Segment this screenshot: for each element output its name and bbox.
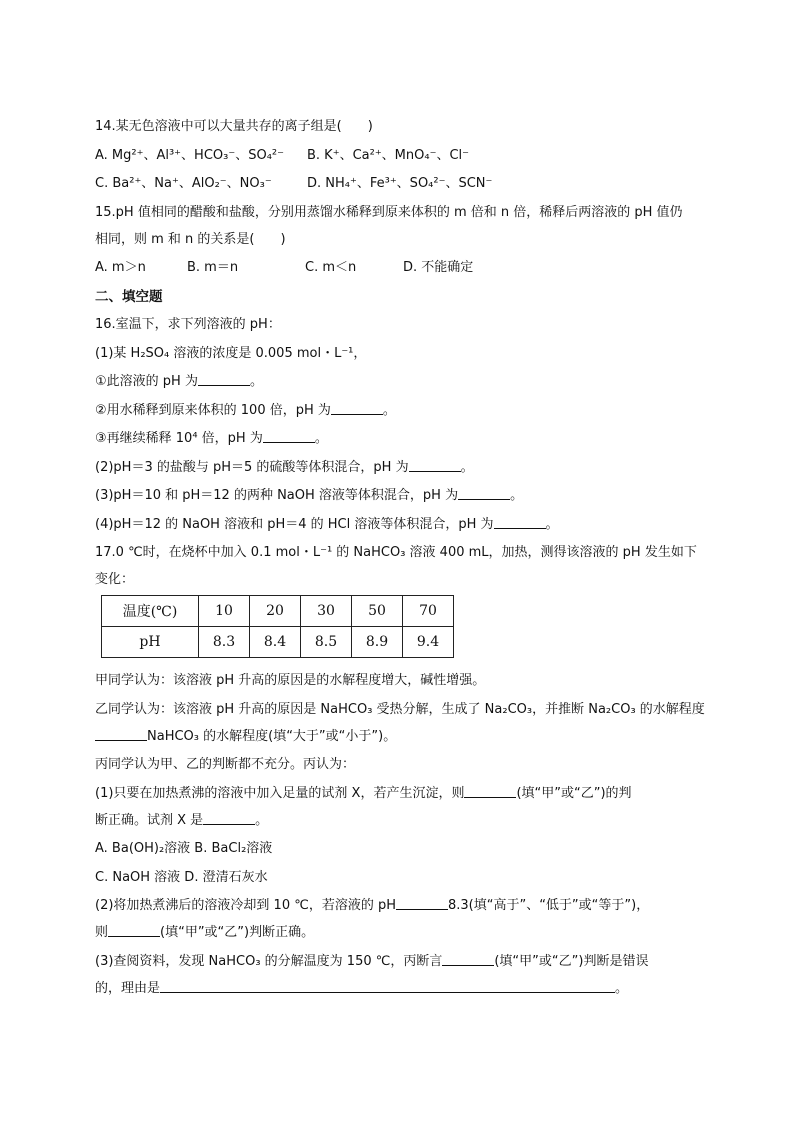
ph-temperature-table <box>101 595 454 658</box>
q16-part3 <box>95 487 715 505</box>
answer-blank[interactable] <box>95 728 147 741</box>
q17-yi-line1: 乙同学认为：该溶液 pH 升高的原因是 NaHCO₃ 受热分解，生成了 Na₂CO₃，并推断 Na₂CO₃ 的水解程度 <box>95 701 705 717</box>
q17-jia: 甲同学认为：该溶液 pH 升高的原因是的水解程度增大，碱性增强。 <box>95 673 486 688</box>
q14-option-b: B. K⁺、Ca²⁺、MnO₄⁻、Cl⁻ <box>307 147 469 163</box>
table-cell: 8.3 <box>199 627 250 658</box>
q17-stem-line1: 17.0 ℃时，在烧杯中加入 0.1 mol・L⁻¹ 的 NaHCO₃ 溶液 400 mL，加热，测得该溶液的 pH 发生如下 <box>95 545 697 560</box>
q15-option-b: B. m＝n <box>187 260 239 275</box>
q16-part3-text: (3)pH＝10 和 pH＝12 的两种 NaOH 溶液等体积混合，pH 为 <box>95 488 459 503</box>
period: 。 <box>382 402 396 418</box>
q16-part1b <box>95 402 715 420</box>
q17-options-cd: C. NaOH 溶液 D. 澄清石灰水 <box>95 869 268 885</box>
section-title: 二、填空题 <box>95 288 163 305</box>
q16-part1c <box>95 430 715 448</box>
period: 。 <box>460 459 474 475</box>
q17-sub3b-text: 的，理由是 <box>95 980 161 996</box>
q17-sub3-line2 <box>95 980 715 998</box>
q14-option-a: A. Mg²⁺、Al³⁺、HCO₃⁻、SO₄²⁻ <box>95 147 284 163</box>
period: 。 <box>510 488 524 503</box>
answer-blank[interactable] <box>442 953 494 966</box>
q16-part4-text: (4)pH＝12 的 NaOH 溶液和 pH＝4 的 HCl 溶液等体积混合，pH 为 <box>95 516 494 532</box>
q17-sub2-text: (2)将加热煮沸后的溶液冷却到 10 ℃，若溶液的 pH <box>95 898 396 913</box>
q14-option-c: C. Ba²⁺、Na⁺、AlO₂⁻、NO₃⁻ <box>95 176 272 191</box>
table-cell: 50 <box>352 596 403 627</box>
q16-part1b-text: ②用水稀释到原来体积的 100 倍，pH 为 <box>95 402 331 418</box>
answer-blank[interactable] <box>331 402 383 415</box>
q17-sub1-line1 <box>95 785 715 803</box>
table-row <box>102 596 454 627</box>
q14-options-ab <box>95 147 715 165</box>
period: 。 <box>545 516 559 532</box>
table-header-cell: 温度(℃) <box>102 596 199 627</box>
exam-page <box>95 118 715 1008</box>
q17-sub2-line2 <box>95 924 715 942</box>
table-header-cell: pH <box>102 627 199 658</box>
q16-part4 <box>95 516 715 534</box>
answer-blank[interactable] <box>458 487 510 500</box>
q15-options <box>95 259 715 277</box>
q17-yi-line2 <box>95 728 715 746</box>
q16-part1: (1)某 H₂SO₄ 溶液的浓度是 0.005 mol・L⁻¹， <box>95 345 367 361</box>
period: 。 <box>314 431 328 446</box>
q17-sub3-line1 <box>95 953 715 971</box>
q14-option-d: D. NH₄⁺、Fe³⁺、SO₄²⁻、SCN⁻ <box>307 176 493 191</box>
table-cell: 9.4 <box>403 627 454 658</box>
table-cell: 8.5 <box>301 627 352 658</box>
q16-part2 <box>95 459 715 477</box>
table-cell: 30 <box>301 596 352 627</box>
q17-sub1-text: (1)只要在加热煮沸的溶液中加入足量的试剂 X，若产生沉淀，则 <box>95 785 465 801</box>
q14-stem: 14.某无色溶液中可以大量共存的离子组是( ) <box>95 119 373 134</box>
q15-stem-line2: 相同，则 m 和 n 的关系是( ) <box>95 231 286 247</box>
q17-sub2b-text-post: (填“甲”或“乙”)判断正确。 <box>160 925 315 940</box>
q17-sub2-line1 <box>95 897 715 915</box>
period: 。 <box>255 812 269 828</box>
answer-blank-long[interactable] <box>160 980 615 993</box>
q15-stem-line1: 15.pH 值相同的醋酸和盐酸，分别用蒸馏水稀释到原来体积的 m 倍和 n 倍，稀释后两溶液的 pH 值仍 <box>95 204 683 220</box>
table-cell: 8.4 <box>250 627 301 658</box>
table-row <box>102 627 454 658</box>
q17-stem-line2: 变化： <box>95 572 135 587</box>
period: 。 <box>249 374 263 389</box>
q15-option-a: A. m＞n <box>95 260 146 275</box>
q17-sub3-text: (3)查阅资料，发现 NaHCO₃ 的分解温度为 150 ℃，丙断言 <box>95 953 443 969</box>
q16-part1a-text: ①此溶液的 pH 为 <box>95 374 198 389</box>
table-cell: 70 <box>403 596 454 627</box>
q15-option-c: C. m＜n <box>305 260 357 275</box>
q17-sub2b-text: 则 <box>95 925 109 940</box>
q16-stem: 16.室温下，求下列溶液的 pH： <box>95 317 281 332</box>
table-cell: 10 <box>199 596 250 627</box>
answer-blank[interactable] <box>203 812 255 825</box>
period: 。 <box>615 980 629 996</box>
q17-options-ab: A. Ba(OH)₂溶液 B. BaCl₂溶液 <box>95 841 273 856</box>
answer-blank[interactable] <box>464 785 516 798</box>
q14-options-cd <box>95 175 715 193</box>
answer-blank[interactable] <box>396 897 448 910</box>
answer-blank[interactable] <box>409 459 461 472</box>
q16-part2-text: (2)pH＝3 的盐酸与 pH＝5 的硫酸等体积混合，pH 为 <box>95 459 409 475</box>
q17-sub3-text-post: (填“甲”或“乙”)判断是错误 <box>494 953 649 969</box>
table-cell: 20 <box>250 596 301 627</box>
answer-blank[interactable] <box>108 924 160 937</box>
table-cell: 8.9 <box>352 627 403 658</box>
answer-blank[interactable] <box>263 430 315 443</box>
q17-sub1-line2 <box>95 812 715 830</box>
answer-blank[interactable] <box>494 516 546 529</box>
q17-sub2-text-post: 8.3(填“高于”、“低于”或“等于”)， <box>447 898 650 913</box>
q16-part1a <box>95 373 715 391</box>
q17-sub1-text-post: (填“甲”或“乙”)的判 <box>516 785 632 801</box>
q17-sub1b-text: 断正确。试剂 X 是 <box>95 812 204 828</box>
answer-blank[interactable] <box>198 373 250 386</box>
q17-yi-line2-text: NaHCO₃ 的水解程度(填“大于”或“小于”)。 <box>147 728 397 744</box>
q17-bing: 丙同学认为甲、乙的判断都不充分。丙认为： <box>95 757 356 772</box>
q15-option-d: D. 不能确定 <box>403 260 474 275</box>
q16-part1c-text: ③再继续稀释 10⁴ 倍，pH 为 <box>95 431 263 446</box>
